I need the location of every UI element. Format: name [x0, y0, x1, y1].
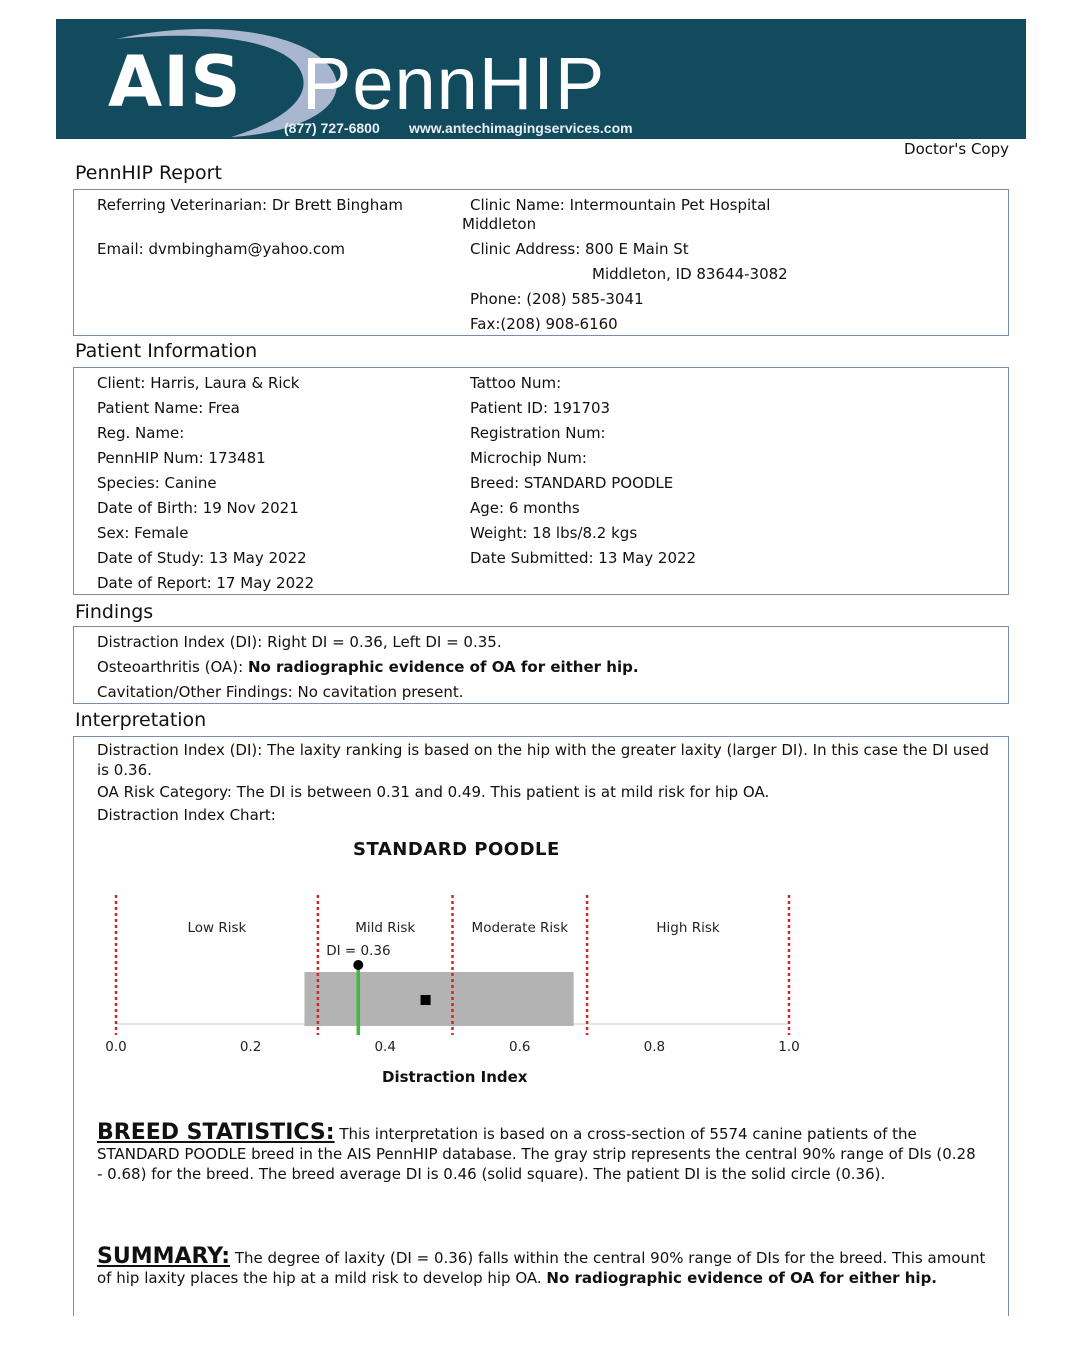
risk-zone-label-0: Low Risk [187, 920, 247, 936]
patient-di-label: DI = 0.36 [326, 943, 391, 959]
findings-oa-value: No radiographic evidence of OA for either hip. [247, 658, 639, 676]
clinic-name: Clinic Name: Intermountain Pet Hospital [470, 196, 771, 214]
clinic-phone: Phone: (208) 585-3041 [470, 290, 644, 308]
banner-website[interactable]: www.antechimagingservices.com [409, 120, 633, 136]
summary-line2: laxity places the hip at a mild risk to develop hip OA. [144, 1269, 547, 1287]
patient-species: Species: Canine [97, 474, 217, 492]
findings-section-title: Findings [75, 601, 154, 623]
patient-pennhip-num: PennHIP Num: 173481 [97, 449, 266, 467]
tick-label-3: 0.6 [509, 1039, 531, 1055]
report-section-title: PennHIP Report [75, 162, 222, 184]
patient-id: Patient ID: 191703 [470, 399, 611, 417]
patient-breed: Breed: STANDARD POODLE [470, 474, 674, 492]
findings-di: Distraction Index (DI): Right DI = 0.36, Left DI = 0.35. [97, 633, 502, 651]
clinic-address-cont: Middleton, ID 83644-3082 [592, 265, 788, 283]
patient-date-report: Date of Report: 17 May 2022 [97, 574, 315, 592]
header-banner [56, 19, 1026, 139]
distraction-index-chart [95, 885, 815, 1065]
patient-dob: Date of Birth: 19 Nov 2021 [97, 499, 299, 517]
risk-zone-label-2: Moderate Risk [471, 920, 569, 936]
risk-zone-label-1: Mild Risk [355, 920, 416, 936]
interpretation-di: Distraction Index (DI): The laxity ranking is based on the hip with the greater laxity (larger DI). In this case the DI used is 0.36. [97, 741, 989, 779]
tick-label-5: 1.0 [778, 1039, 800, 1055]
patient-sex: Sex: Female [97, 524, 189, 542]
patient-client: Client: Harris, Laura & Rick [97, 374, 300, 392]
patient-registration: Registration Num: [470, 424, 606, 442]
patient-tattoo: Tattoo Num: [470, 374, 562, 392]
patient-date-submitted: Date Submitted: 13 May 2022 [470, 549, 697, 567]
summary-line1: The degree of laxity (DI = 0.36) falls within the central 90% range of DIs for the breed. This amount of hip [97, 1249, 986, 1287]
interpretation-section-title: Interpretation [75, 709, 207, 731]
clinic-name-cont: Middleton [462, 215, 537, 233]
breed-statistics-rest: POODLE breed in the AIS PennHIP database. The gray strip represents the central 90% range of DIs (0.28 - 0.68) for the breed. The breed average DI is 0.46 (solid square). The patient DI is the solid circle (0.36). [97, 1145, 976, 1183]
breed-average-marker [421, 995, 431, 1005]
patient-di-point [353, 960, 363, 970]
patient-weight: Weight: 18 lbs/8.2 kgs [470, 524, 638, 542]
doctor-copy-label: Doctor's Copy [904, 140, 1009, 158]
tick-label-1: 0.2 [239, 1039, 262, 1055]
risk-zone-label-3: High Risk [656, 920, 720, 936]
breed-statistics-line1: This interpretation is based on a cross-section of 5574 canine patients of the STANDARD [97, 1125, 917, 1163]
interpretation-oa-risk: OA Risk Category: The DI is between 0.31 and 0.49. This patient is at mild risk for hip OA. [97, 783, 770, 801]
breed-range-bar [304, 972, 573, 1026]
banner-phone: (877) 727-6800 [284, 120, 380, 136]
findings-oa [97, 658, 639, 676]
findings-oa-label: Osteoarthritis (OA): [97, 658, 248, 676]
patient-reg-name: Reg. Name: [97, 424, 185, 442]
logo-ais: AIS [108, 41, 242, 123]
referring-vet: Referring Veterinarian: Dr Brett Bingham [97, 196, 404, 214]
logo-pennhip: PennHIP [302, 42, 606, 125]
summary-bold: No radiographic evidence of OA for either hip. [546, 1269, 938, 1287]
patient-microchip: Microchip Num: [470, 449, 587, 467]
patient-name: Patient Name: Frea [97, 399, 240, 417]
breed-statistics-heading: BREED STATISTICS: [97, 1120, 335, 1145]
tick-label-0: 0.0 [105, 1039, 127, 1055]
summary [97, 1244, 997, 1288]
chart-x-axis-label: Distraction Index [382, 1068, 528, 1086]
chart-title: STANDARD POODLE [353, 839, 560, 860]
tick-label-4: 0.8 [643, 1039, 666, 1055]
breed-statistics [97, 1120, 977, 1184]
clinic-fax: Fax:(208) 908-6160 [470, 315, 618, 333]
tick-label-2: 0.4 [374, 1039, 396, 1055]
patient-section-title: Patient Information [75, 340, 258, 362]
findings-cavitation: Cavitation/Other Findings: No cavitation present. [97, 683, 464, 701]
email[interactable]: Email: dvmbingham@yahoo.com [97, 240, 345, 258]
clinic-address: Clinic Address: 800 E Main St [470, 240, 689, 258]
patient-date-study: Date of Study: 13 May 2022 [97, 549, 307, 567]
summary-heading: SUMMARY: [97, 1244, 231, 1269]
patient-age: Age: 6 months [470, 499, 580, 517]
interpretation-chart-label: Distraction Index Chart: [97, 806, 276, 824]
